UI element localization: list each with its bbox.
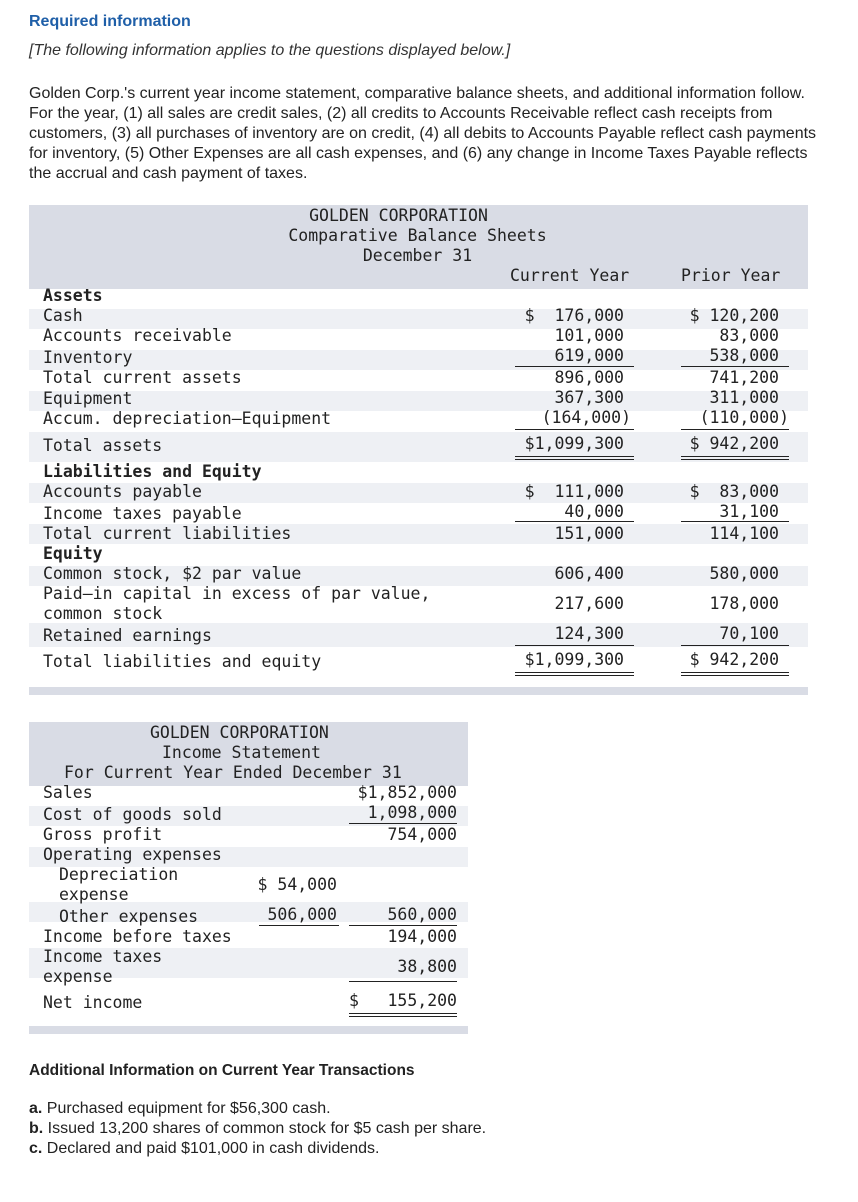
- col-current-year: Current Year: [510, 266, 630, 285]
- assets-heading: Assets: [43, 286, 103, 305]
- other-exp-label: Other expenses: [59, 907, 199, 926]
- equipment-current: 367,300: [554, 388, 624, 407]
- income-statement: [29, 722, 468, 1034]
- inventory-current: 619,000: [554, 346, 624, 365]
- underline: [349, 1013, 457, 1014]
- inventory-prior: 538,000: [709, 346, 779, 365]
- tax-label-line2: expense: [43, 967, 113, 986]
- instruction-note: [The following information applies to the questions displayed below.]: [29, 42, 511, 59]
- liab-equity-heading: Liabilities and Equity: [43, 462, 262, 481]
- cogs-value: 1,098,000: [367, 803, 457, 822]
- re-current: 124,300: [554, 624, 624, 643]
- underline: [681, 429, 789, 430]
- ap-current: $ 111,000: [524, 482, 624, 501]
- underline: [681, 672, 789, 673]
- underline: [515, 521, 634, 522]
- cash-current: $ 176,000: [524, 306, 624, 325]
- ap-label: Accounts payable: [43, 482, 202, 501]
- opex-label: Operating expenses: [43, 845, 222, 864]
- underline: [349, 925, 457, 926]
- re-prior: 70,100: [719, 624, 779, 643]
- ibt-value: 194,000: [387, 927, 457, 946]
- common-stock-prior: 580,000: [709, 564, 779, 583]
- itp-label: Income taxes payable: [43, 504, 242, 523]
- tax-label-line1: Income taxes: [43, 947, 163, 966]
- underline: [681, 456, 789, 457]
- tca-label: Total current assets: [43, 368, 242, 387]
- ar-current: 101,000: [554, 326, 624, 345]
- underline: [349, 981, 457, 982]
- underline: [681, 521, 789, 522]
- gross-profit-value: 754,000: [387, 825, 457, 844]
- pic-current: 217,600: [554, 594, 624, 613]
- inventory-label: Inventory: [43, 348, 133, 367]
- is-title: Income Statement: [162, 743, 321, 762]
- additional-info-title: Additional Information on Current Year Transactions: [29, 1062, 415, 1079]
- additional-item-c: c. Declared and paid $101,000 in cash dividends.: [29, 1140, 380, 1157]
- itp-prior: 31,100: [719, 502, 779, 521]
- total-assets-label: Total assets: [43, 436, 163, 455]
- underline: [681, 645, 789, 646]
- net-income-label: Net income: [43, 993, 143, 1012]
- underline: [515, 456, 634, 457]
- is-period: For Current Year Ended December 31: [64, 763, 402, 782]
- accum-dep-prior: (110,000): [699, 408, 789, 427]
- underline: [349, 1016, 457, 1017]
- dep-label-line1: Depreciation: [59, 865, 179, 884]
- itp-current: 40,000: [564, 502, 624, 521]
- required-information-title: Required information: [29, 13, 191, 30]
- tcl-current: 151,000: [554, 524, 624, 543]
- tle-prior: $ 942,200: [689, 650, 779, 669]
- bs-title: Comparative Balance Sheets: [288, 226, 547, 245]
- pic-label-line1: Paid—in capital in excess of par value,: [43, 584, 431, 603]
- underline: [515, 429, 634, 430]
- is-company: GOLDEN CORPORATION: [150, 723, 329, 742]
- underline: [515, 672, 634, 673]
- tca-current: 896,000: [554, 368, 624, 387]
- additional-item-a: a. Purchased equipment for $56,300 cash.: [29, 1100, 331, 1117]
- total-assets-prior: $ 942,200: [689, 434, 779, 453]
- gross-profit-label: Gross profit: [43, 825, 163, 844]
- pic-label-line2: common stock: [43, 604, 163, 623]
- underline: [515, 459, 634, 460]
- net-income-dollar: $: [349, 991, 359, 1010]
- bs-company: GOLDEN CORPORATION: [309, 206, 488, 225]
- sales-value: $1,852,000: [357, 783, 457, 802]
- tca-prior: 741,200: [709, 368, 779, 387]
- cash-prior: $ 120,200: [689, 306, 779, 325]
- tcl-label: Total current liabilities: [43, 524, 292, 543]
- cogs-label: Cost of goods sold: [43, 805, 222, 824]
- common-stock-current: 606,400: [554, 564, 624, 583]
- opex-total-value: 560,000: [387, 905, 457, 924]
- tle-current: $1,099,300: [524, 650, 624, 669]
- underline: [681, 459, 789, 460]
- pic-prior: 178,000: [709, 594, 779, 613]
- equity-heading: Equity: [43, 544, 103, 563]
- ap-prior: $ 83,000: [689, 482, 779, 501]
- col-prior-year: Prior Year: [681, 266, 781, 285]
- other-exp-value: 506,000: [267, 905, 337, 924]
- accum-dep-current: (164,000): [541, 408, 631, 427]
- tcl-prior: 114,100: [709, 524, 779, 543]
- underline: [515, 645, 634, 646]
- additional-item-b: b. Issued 13,200 shares of common stock for $5 cash per share.: [29, 1120, 487, 1137]
- underline: [259, 925, 339, 926]
- accum-dep-label: Accum. depreciation—Equipment: [43, 409, 332, 428]
- net-income-value: 155,200: [387, 991, 457, 1010]
- sales-label: Sales: [43, 783, 93, 802]
- equipment-prior: 311,000: [709, 388, 779, 407]
- tax-value: 38,800: [397, 957, 457, 976]
- underline: [515, 366, 634, 367]
- underline: [515, 675, 634, 676]
- dep-label-line2: expense: [59, 885, 129, 904]
- total-assets-current: $1,099,300: [524, 434, 624, 453]
- underline: [681, 675, 789, 676]
- bs-date: December 31: [362, 246, 473, 265]
- tle-label: Total liabilities and equity: [43, 652, 322, 671]
- ibt-label: Income before taxes: [43, 927, 232, 946]
- equipment-label: Equipment: [43, 389, 133, 408]
- ar-label: Accounts receivable: [43, 326, 232, 345]
- common-stock-label: Common stock, $2 par value: [43, 564, 302, 583]
- balance-sheet: [29, 205, 808, 695]
- underline: [349, 823, 457, 824]
- underline: [681, 366, 789, 367]
- cash-label: Cash: [43, 306, 83, 325]
- retained-earnings-label: Retained earnings: [43, 626, 212, 645]
- intro-paragraph: Golden Corp.'s current year income statement, comparative balance sheets, and additional information follow. For the year, (1) all sales are credit sales, (2) all credits to Accounts Receivable reflect cash receipts from customers, (3) all purchases of inventory are on credit, (4) all debits to Accounts Payable reflect cash payments for inventory, (5) Other Expenses are all cash expenses, and (6) any change in Income Taxes Payable reflects the accrual and cash payment of taxes.: [29, 85, 817, 182]
- ar-prior: 83,000: [719, 326, 779, 345]
- depreciation-value: $ 54,000: [257, 875, 337, 894]
